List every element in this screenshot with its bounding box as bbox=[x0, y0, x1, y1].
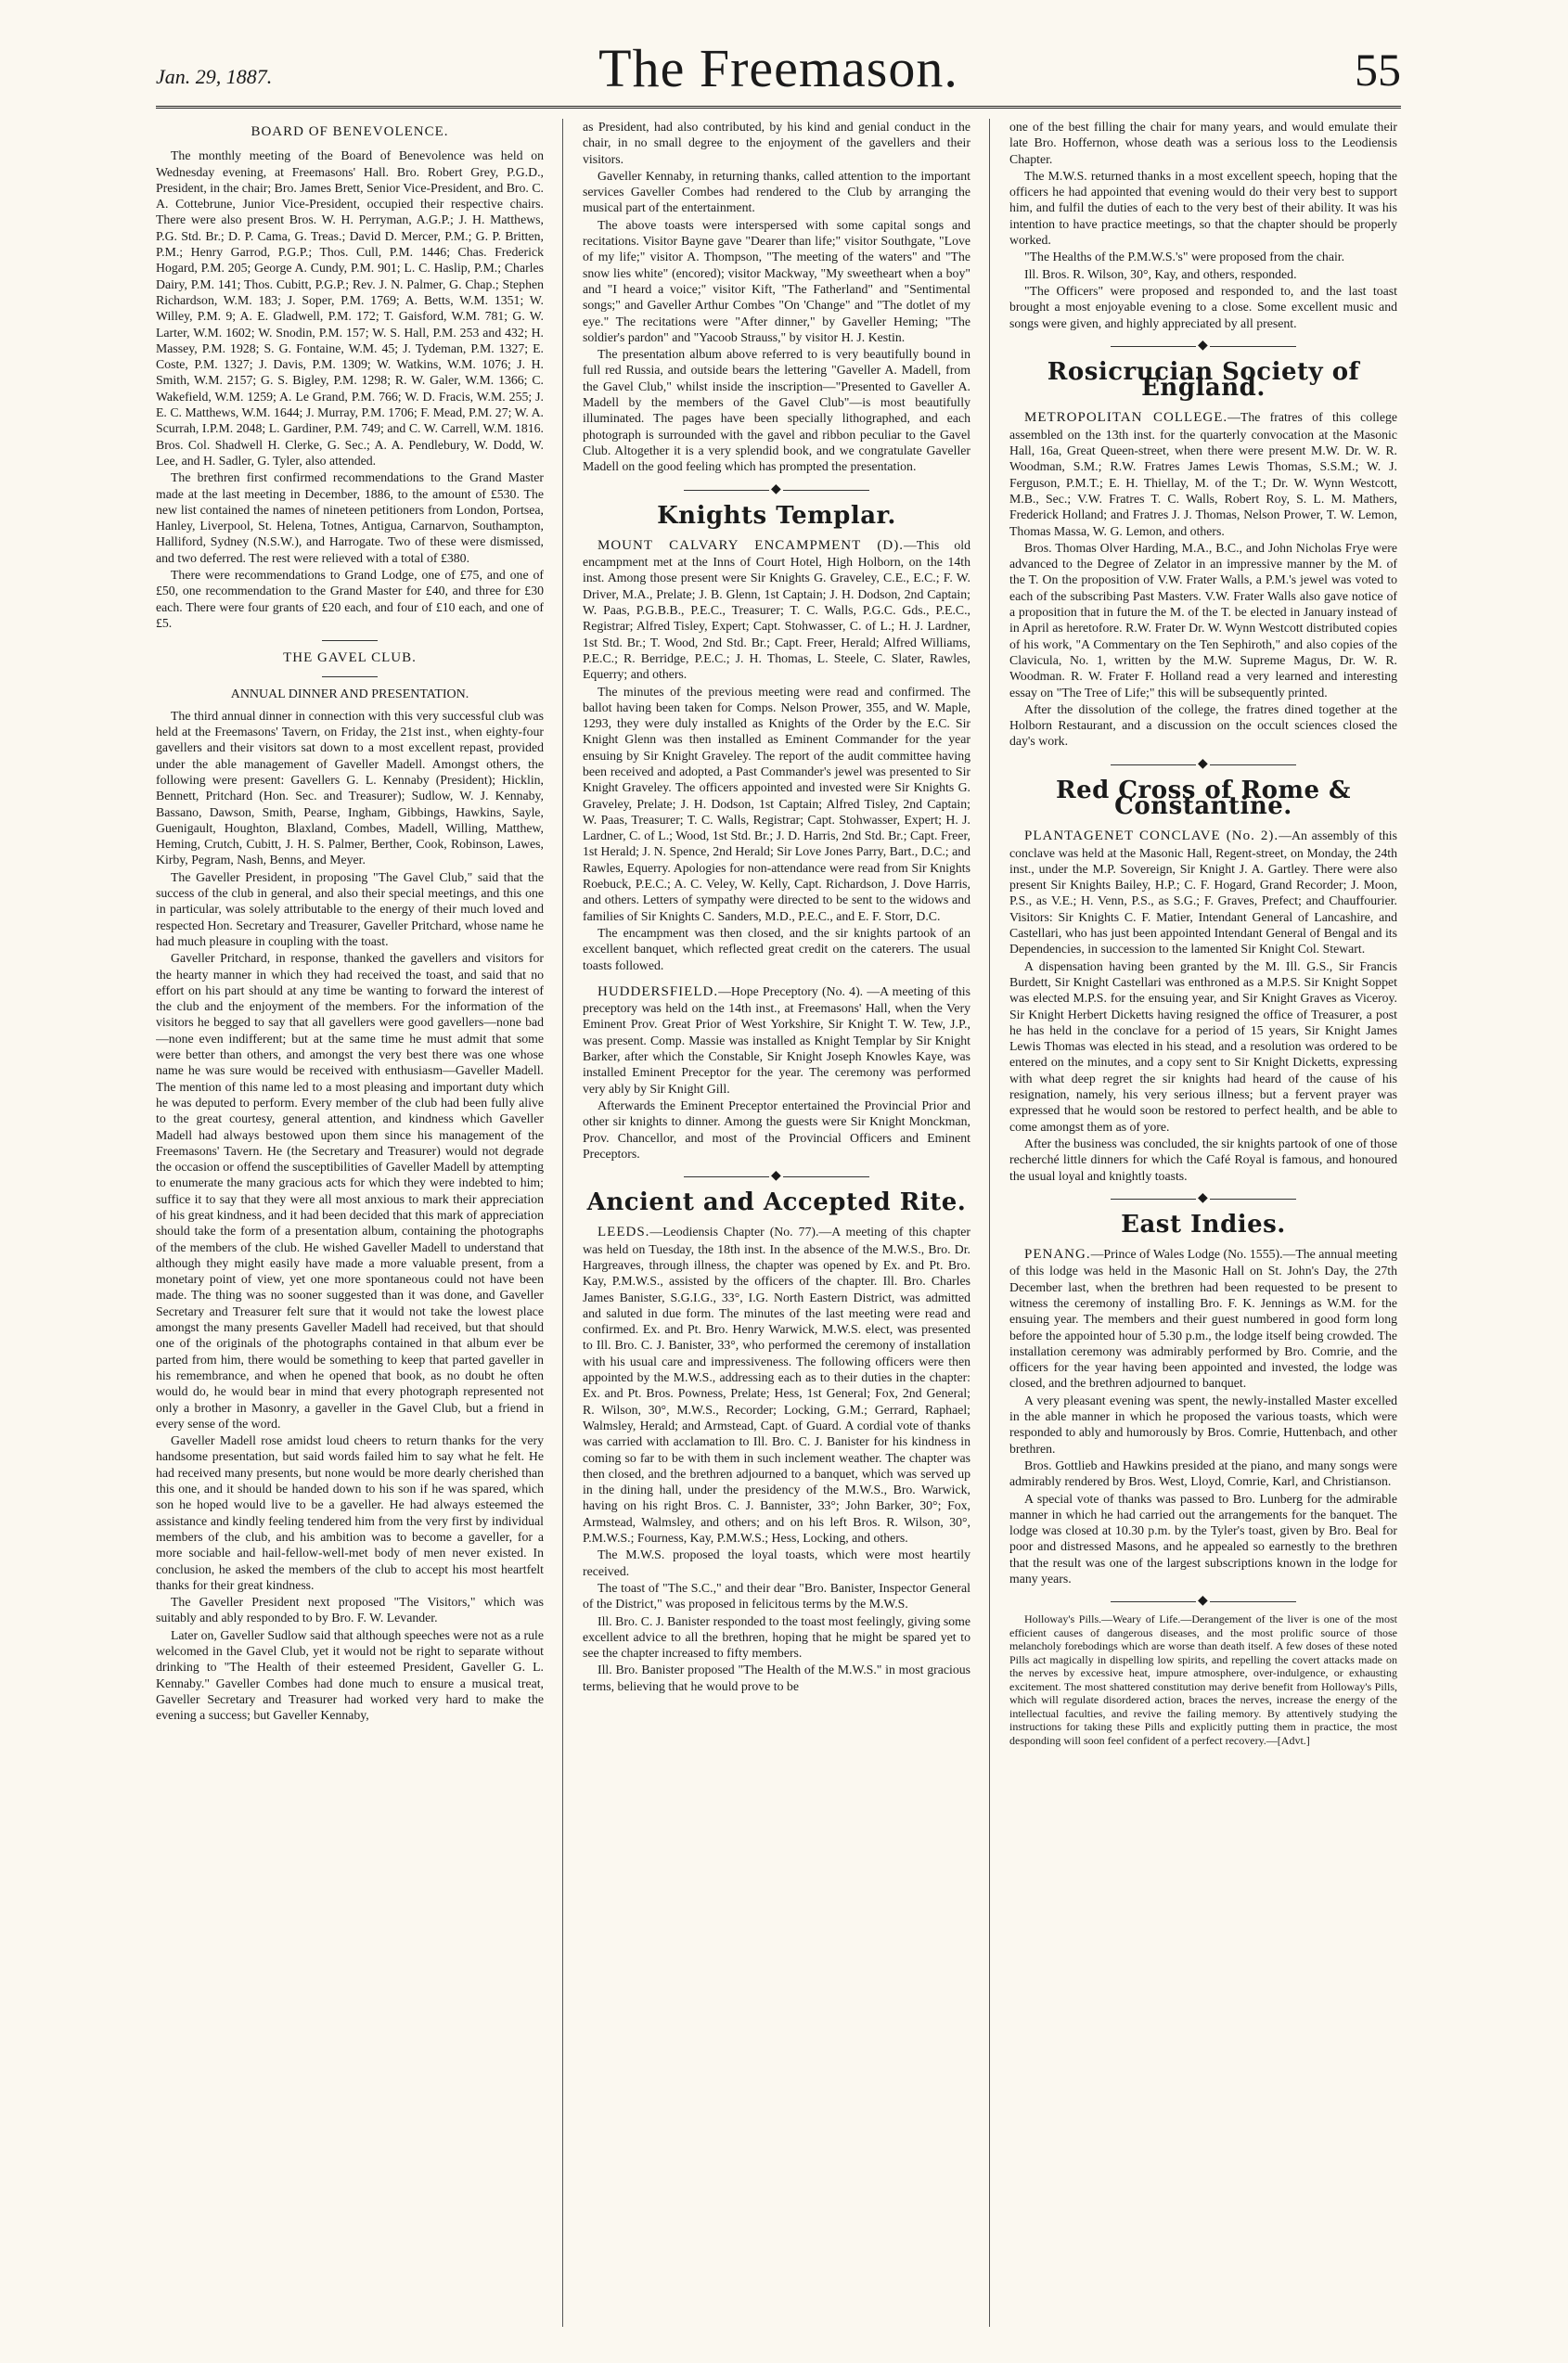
section-heading-east-indies: East Indies. bbox=[1121, 1210, 1286, 1239]
article-paragraph: The monthly meeting of the Board of Benevolence was held on Wednesday evening, at Freemasons' Hall. Bro. Robert Grey, P.G.D., President, in the chair; Bro. James Brett, Senior Vice-President, and Bro. C. A. Cottebrune, Junior Vice-President, occupied their respective chairs. There were also present Bros. W. H. Perryman, A.G.P.; J. H. Matthews, P.G. Std. Br.; D. P. Cama, G. Treas.; David D. Mercer, P.M.; G. P. Britten, P.M.; Henry Garrod, P.G.P.; Thos. Cull, P.M. 1446; Chas. Frederick Hogard, P.M. 205; George A. Cundy, P.M. 901; L. C. Haslip, P.M.; Charles Dairy, P.M. 141; Thos. Cubitt, P.G.P.; Rev. J. N. Palmer, G. Chap.; Stephen Richardson, W.M. 183; J. Soper, P.M. 1769; A. Betts, W.M. 1351; W. Willey, P.M. 9; A. E. Gladwell, P.M. 172; T. Gaisford, W.M. 781; G. W. Larter, W.M. 1602; W. Snodin, P.M. 157; W. S. Hall, P.M. 253 and 432; H. Massey, P.M. 1928; S. G. Fontaine, W.M. 45; J. Tydeman, P.M. 1327; E. Coste, P.M. 1327; J. Davis, P.M. 1309; W. Watkins, W.M. 1076; J. H. Smith, W.M. 2157; G. S. Bigley, P.M. 1298; R. W. Galer, W.M. 1366; C. Wakefield, W.M. 1259; A. Le Grand, P.M. 766; W. D. Fracis, W.M. 255; J. E. C. Matthews, W.M. 1644; J. Murray, P.M. 1706; F. Mead, P.M. 27; W. A. Scurrah, I.P.M. 2048; L. Gardiner, P.M. 749; and C. W. Carrell, W.M. 1816. Bros. Col. Shadwell H. Clerke, G. Sec.; A. A. Pendlebury, W. Dodd, W. Lee, and H. Sadler, G. Tyler, also attended. bbox=[156, 148, 544, 468]
article-paragraph: Gaveller Kennaby, in returning thanks, called attention to the important services Gaveller Combes had rendered to the Club by arranging the musical part of the entertainment. bbox=[583, 168, 970, 215]
ornament-rule bbox=[1111, 759, 1296, 770]
article-paragraph: After the dissolution of the college, the fratres dined together at the Holborn Restaurant, and a discussion on the occult sciences closed the day's work. bbox=[1009, 701, 1397, 749]
article-paragraph: The M.W.S. proposed the loyal toasts, which were most heartily received. bbox=[583, 1548, 970, 1578]
column-1 bbox=[156, 119, 544, 2327]
ornament-rule bbox=[684, 1171, 869, 1182]
article-paragraph: A dispensation having been granted by the M. Ill. G.S., Sir Francis Burdett, Sir Knight Castellari was enthroned as a M.P.S. Sir Knight Soppet was elected M.P.S. for the ensuing year, and Sir Knight Graves as Viceroy. Sir Knight Herbert Dicketts having resigned the office of Treasurer, a post he has held in the conclave for a period of 15 years, Sir Knight James Lewis Thomas was elected in his stead, and a resolution was ordered to be entered on the minutes, and a copy sent to Sir Knight Dicketts, expressing with what deep regret the sir knights had heard of the cause of his resignation, namely, his very serious illness; but a fervent prayer was expressed that he would soon be restored to perfect health, and be able to come amongst them as of yore. bbox=[1009, 958, 1397, 1134]
article-lead bbox=[583, 537, 970, 683]
section-heading-ancient-accepted-rite: Ancient and Accepted Rite. bbox=[586, 1188, 967, 1217]
ornament-rule bbox=[1111, 1193, 1296, 1204]
article-paragraph: The Gaveller President, in proposing "The Gavel Club," said that the success of the club in general, and also their special meetings, and this one in particular, was solely attributable to the energy of their much loved and respected Hon. Secretary and Treasurer, Gaveller Pritchard, whose name he had much pleasure in coupling with the toast. bbox=[156, 869, 544, 948]
section-subheading: ANNUAL DINNER AND PRESENTATION. bbox=[230, 687, 469, 701]
lead-text: —Prince of Wales Lodge (No. 1555).—The annual meeting of this lodge was held in the Masonic Hall on St. John's Day, the 27th December last, when the brethren had been requested to be present to witness the ceremony of installing Bro. F. K. Jennings as W.M. for the ensuing year. The members and their guest numbered in good form long before the appointed hour of 5.30 p.m., the lodge itself being crowded. The installation ceremony was admirably performed by Bro. Comrie, and the officers for the year having been appointed and invested, the lodge was closed, and the brethren adjourned to banquet. bbox=[1009, 1247, 1397, 1391]
article-paragraph: Ill. Bro. Banister proposed "The Health of the M.W.S." in most gracious terms, believing that he would prove to be bbox=[583, 1663, 970, 1693]
newspaper-title: The Freemason. bbox=[598, 38, 958, 98]
lead-caption: PENANG. bbox=[1024, 1247, 1091, 1263]
article-lead bbox=[583, 983, 970, 1097]
article-paragraph: The brethren first confirmed recommendations to the Grand Master made at the last meeting in December, 1886, to the amount of £530. The new list contained the names of nineteen petitioners from London, Portsea, Hanley, Liverpool, St. Helena, Totnes, Antigua, Carnarvon, Southampton, Halliford, Sydney (N.S.W.), and Harrogate. Two of these were dismissed, and two deferred. The rest were relieved with a total of £380. bbox=[156, 470, 544, 565]
article-paragraph: The encampment was then closed, and the sir knights partook of an excellent banquet, which reflected great credit on the caterers. The usual toasts followed. bbox=[583, 925, 970, 972]
lead-text: —Leodiensis Chapter (No. 77).—A meeting of this chapter was held on Tuesday, the 18th inst. In the absence of the M.W.S., Bro. Dr. Hargreaves, through illness, the chapter was opened by Ex. and Pt. Bro. Kay, P.M.W.S., assisted by the officers of the chapter. Ill. Bro. Charles James Banister, S.G.I.G., 33°, I.G. North Eastern District, was admitted and saluted in due form. The minutes of the last meeting were read and confirmed. Ex. and Pt. Bro. Henry Warwick, M.W.S. elect, was presented to Ill. Bro. C. J. Banister, 33°, who performed the ceremony of installation with his usual care and impressiveness. The following officers were then appointed by the M.W.S., addressing each as to their duties in the chapter: Ex. and Pt. Bros. Powness, Prelate; Hess, 1st General; Fox, 2nd General; R. Wilson, 30°, M.W.S., Recorder; Locking, G.M.; Gerrard, Raphael; Walmsley, Herald; and Armstead, Capt. of Guard. A cordial vote of thanks was carried with acclamation to Ill. Bro. C. J. Banister for his kindness in coming so far to be with them in such inclement weather. The chapter was then closed, and the brethren adjourned to a banquet, which was served up in the dining hall, under the presidency of the M.W.S., Bro. Warwick, having on his right Bros. C. J. Bannister, 33°; John Barker, 30°; Fox, Armstead, Walmsley, and others; and on his left Bros. R. Wilson, 30°, P.M.W.S.; Fourness, Kay, P.M.W.S.; Hess, Locking, and others. bbox=[583, 1225, 970, 1546]
column-divider bbox=[989, 119, 990, 2327]
article-lead bbox=[1009, 1246, 1397, 1392]
lead-caption: METROPOLITAN COLLEGE. bbox=[1024, 410, 1228, 426]
section-heading-benevolence: BOARD OF BENEVOLENCE. bbox=[251, 124, 449, 139]
lead-caption: LEEDS. bbox=[598, 1225, 650, 1240]
article-paragraph: The presentation album above referred to is very beautifully bound in full red Russia, and outside bears the lettering "Gaveller A. Madell, from the Gavel Club," whilst inside the inscription—"Presented to Gaveller A. Madell by the members of the Gavel Club"—is most beautifully illuminated. The pages have been specially lithographed, and each photograph is surrounded with the gavel and ribbon peculiar to the Gavel Club. Altogether it is a very splendid book, and we congratulate Gaveller Madell on the good feeling which has prompted the presentation. bbox=[583, 347, 970, 474]
article-paragraph: as President, had also contributed, by his kind and genial conduct in the chair, in no small degree to the enjoyment of the gavellers and their visitors. bbox=[583, 120, 970, 166]
short-rule bbox=[322, 640, 378, 641]
section-heading-red-cross: Red Cross of Rome & Constantine. bbox=[1055, 776, 1352, 820]
issue-date: Jan. 29, 1887. bbox=[156, 65, 273, 88]
column-2 bbox=[583, 119, 970, 2327]
ornament-rule bbox=[1111, 1596, 1296, 1607]
article-paragraph: A special vote of thanks was passed to Bro. Lunberg for the admirable manner in which he had carried out the arrangements for the banquet. The lodge was closed at 10.30 p.m. by the Tyler's toast, given by Bro. Beal for poor and distressed Masons, and he appealed so earnestly to the brethren that the result was one of the largest subscriptions known in the lodge for many years. bbox=[1009, 1491, 1397, 1586]
lead-text: —Hope Preceptory (No. 4). —A meeting of this preceptory was held on the 14th inst., at Freemasons' Hall, when the Very Eminent Prov. Great Prior of West Yorkshire, Sir Knight T. W. Tew, J.P., was present. Comp. Massie was installed as Knight Templar by Sir Knight Barker, after which the Constable, Sir Knight Joseph Knowles Kaye, was installed Eminent Preceptor for the year. The ceremony was performed very ably by Sir Knight Gill. bbox=[583, 983, 970, 1096]
section-heading-knights-templar: Knights Templar. bbox=[657, 501, 896, 530]
lead-caption: MOUNT CALVARY ENCAMPMENT (D). bbox=[598, 537, 904, 553]
lead-text: —An assembly of this conclave was held at the Masonic Hall, Regent-street, on Monday, the 24th inst., under the M.P. Sovereign, Sir Knight J. A. Gartley. There were also present Sir Knights Bailey, H.P.; C. F. Hogard, Grand Recorder; J. Moon, P.S., as V.E.; H. Venn, P.S., as S.G.; F. Graves, Prefect; and Chauffourier. Visitors: Sir Knights C. F. Matier, Intendant General of Lancashire, and Castellari, who has just been appointed Intendant General of Bengal and its Dependencies, in succession to the lamented Sir Knight Col. Stewart. bbox=[1009, 828, 1397, 957]
article-paragraph: Ill. Bros. R. Wilson, 30°, Kay, and others, responded. bbox=[1024, 266, 1297, 281]
article-paragraph: Bros. Gottlieb and Hawkins presided at the piano, and many songs were admirably rendered by Bros. West, Lloyd, Comrie, Karl, and Christianson. bbox=[1009, 1458, 1397, 1489]
lead-text: —The fratres of this college assembled on the 13th inst. for the quarterly convocation at the Masonic Hall, 16a, Great Queen-street, when there were present M.W. Dr. W. R. Woodman, S.M.; R.W. Fratres James Lewis Thomas, S.S.M.; W. J. Ferguson, P.M.T.; E. H. Thiellay, M. of the T.; Dr. W. Wynn Westcott, M.B., Sec.; V.W. Fratres T. C. Walls, Robert Roy, S. L. M. Mathers, Frederick Holland; and Fratres J. J. Thomas, Nelson Prower, T. W. Lemon, Thomas Massa, W. G. Lemon, and others. bbox=[1009, 410, 1397, 538]
article-paragraph: The third annual dinner in connection with this very successful club was held at the Freemasons' Tavern, on Friday, the 21st inst., when eighty-four gavellers and their visitors sat down to a most excellent repast, provided under the able management of Gaveller Madell. Amongst others, the following were present: Gavellers G. L. Kennaby (President); Hicklin, Bennett, Pritchard (Hon. Sec. and Treasurer); Sudlow, W. J. Kennaby, Bassano, Dawson, Smith, Pearse, Ingham, Gibbings, Hawkins, Sayle, Guenigault, Houghton, Blaxland, Combes, Madell, Willing, Matthew, Heming, Crutch, Cubitt, J. H. S. Palmer, Berther, Cook, Robinson, Lawes, Kirby, Pegram, Nash, Benns, and Meyer. bbox=[156, 708, 544, 867]
article-paragraph: A very pleasant evening was spent, the newly-installed Master excelled in the able manner in which he proposed the various toasts, which were responded to ably and humorously by Bros. Comrie, Huttenbach, and other brethren. bbox=[1009, 1393, 1397, 1456]
article-paragraph: Gaveller Madell rose amidst loud cheers to return thanks for the very handsome presentation, but said words failed him to say what he felt. He had received many presents, but none would be more dearly cherished than this one, and it should be handed down to his son if he was spared, which son he hoped would live to be a gaveller. He had always esteemed the assistance and kindly feeling tendered him from the very first by individual members of the club, and his ambition was to become a gaveller, for a more sociable and hail-fellow-well-met body of men never existed. In conclusion, he asked the members of the club to accept his most heartfelt thanks for their great kindness. bbox=[156, 1433, 544, 1592]
advertisement: Holloway's Pills.—Weary of Life.—Derangement of the liver is one of the most efficient causes of dangerous diseases, and the most prolific source of those melancholy forebodings which are worse than death itself. A few doses of these noted Pills act magically in dispelling low spirits, and repelling the covert attacks made on the nerves by excessive heat, impure atmosphere, over-indulgence, or exhausting excitement. The most shattered constitution may derive benefit from Holloway's Pills, which will regulate disordered action, braces the nerves, increase the energy of the intellectual faculties, and revive the failing memory. By attentively studying the instructions for taking these Pills and explicitly putting them in practice, the most desponding will soon feel confident of a perfect recovery.—[Advt.] bbox=[1009, 1612, 1397, 1747]
article-paragraph: The M.W.S. returned thanks in a most excellent speech, hoping that the officers he had appointed that evening would do their very best to support him, and fulfil the duties of each to the very best of their ability. It was his intention to have practice meetings, so that the chapter should be properly worked. bbox=[1009, 168, 1397, 248]
ornament-rule bbox=[684, 484, 869, 495]
lead-caption: HUDDERSFIELD. bbox=[598, 983, 719, 999]
article-paragraph: Later on, Gaveller Sudlow said that although speeches were not as a rule welcomed in the Gavel Club, yet it would not be right to separate without drinking to "The Health of their esteemed President, Gaveller G. L. Kennaby." Gaveller Combes had done much to ensure a musical treat, Gaveller Secretary and Treasurer had worked very hard to make the evening a success; but Gaveller Kennaby, bbox=[156, 1627, 544, 1723]
ornament-rule bbox=[1111, 340, 1296, 352]
article-lead bbox=[583, 1224, 970, 1546]
masthead bbox=[156, 37, 1401, 109]
article-paragraph: one of the best filling the chair for many years, and would emulate their late Bro. Hoffernon, whose death was a serious loss to the Leodiensis Chapter. bbox=[1009, 120, 1397, 166]
column-3 bbox=[1009, 119, 1397, 2327]
section-heading-rosicrucian: Rosicrucian Society of England. bbox=[1047, 357, 1360, 403]
article-paragraph: Afterwards the Eminent Preceptor entertained the Provincial Prior and other sir knights to dinner. Among the guests were Sir Knight Monckman, Prov. Chancellor, and most of the Provincial Officers and Eminent Preceptors. bbox=[583, 1098, 970, 1161]
article-paragraph: The Gaveller President next proposed "The Visitors," which was suitably and ably responded to by Bro. F. W. Levander. bbox=[156, 1595, 544, 1625]
article-paragraph: Ill. Bro. C. J. Banister responded to the toast most feelingly, giving some excellent advice to all the brethren, hoping that he might be spared yet to see the chapter increased to fifty members. bbox=[583, 1613, 970, 1661]
article-paragraph: There were recommendations to Grand Lodge, one of £75, and one of £50, one recommendation to the Grand Master for £40, and three for £30 each. There were four grants of £20 each, and four of £10 each, and one of £5. bbox=[156, 568, 544, 630]
page-number: 55 bbox=[1355, 44, 1401, 96]
column-divider bbox=[562, 119, 563, 2327]
article-paragraph: After the business was concluded, the sir knights partook of one of those recherché little dinners for which the Café Royal is famous, and honoured the usual loyal and knightly toasts. bbox=[1009, 1136, 1397, 1183]
lead-caption: PLANTAGENET CONCLAVE (No. 2). bbox=[1024, 828, 1279, 844]
section-heading-gavel-club: THE GAVEL CLUB. bbox=[283, 650, 417, 666]
lead-text: —This old encampment met at the Inns of Court Hotel, High Holborn, on the 14th inst. Among those present were Sir Knights G. Graveley, C.E., E.C.; F. W. Driver, M.A., Prelate; J. B. Glenn, 1st Captain; J. H. Dodson, 2nd Captain; W. Paas, P.G.B.B., P.E.C., Treasurer; T. C. Walls, P.G.C. Gds., P.E.C., Registrar; Alfred Tisley, Expert; Capt. Stohwasser, C. of L.; H. J. Lardner, 1st Std. Br.; T. Wood, 2nd Std. Br.; Capt. Freer, Herald; Alfred Williams, P.E.C.; R. Berridge, P.E.C.; J. H. Thomas, L. Steele, C. Slater, Rawles, Equerry; and others. bbox=[583, 537, 970, 682]
short-rule bbox=[322, 676, 378, 677]
article-paragraph: "The Officers" were proposed and responded to, and the last toast brought a most enjoyable evening to a close. Some excellent music and songs were given, and highly appreciated by all present. bbox=[1009, 283, 1397, 330]
article-paragraph: Bros. Thomas Olver Harding, M.A., B.C., and John Nicholas Frye were advanced to the Degree of Zelator in an impressive manner by the M. of the T. On the proposition of V.W. Frater Walls, a P.M.'s jewel was voted to each of the subscribing Past Masters. V.W. Frater Walls also gave notice of a proposition that in future the M. of the T. be elected in January instead of in April as heretofore. R.W. Frater Dr. W. Wynn Westcott distributed copies of his work, "A Commentary on the Ten Sephiroth," and also copies of the Clavicula, No. 1, written by the M.W. Supreme Magus, Dr. W. R. Woodman. R. W. Frater F. Holland read a very learned and interesting essay on "The Tree of Life;" this will be subsequently printed. bbox=[1009, 540, 1397, 700]
article-paragraph: The minutes of the previous meeting were read and confirmed. The ballot having been taken for Comps. Nelson Prower, 355, and W. Maple, 1293, they were duly installed as Knights of the Order by the E.C. Sir Knight Glenn was then installed as Eminent Commander for the year ensuing by Sir Knight Graveley. The report of the audit committee having been received and adopted, a Past Commander's jewel was presented to Sir Knight Graveley. The officers appointed and invested were Sir Knights G. Graveley, Prelate; J. H. Dodson, 1st Captain; Alfred Tisley, 2nd Captain; W. Paas, Treasurer; T. C. Walls, Registrar; Capt. Stohwasser, Expert; H. J. Lardner, C. of L.; Wood, 1st Std. Br.; J. D. Harris, 2nd Std. Br.; Capt. Freer, 1st Herald; J. N. Spence, 2nd Herald; Sir Love Jones Parry, Bart., D.C.; and Rawles, Equerry. Apologies for non-attendance were read from Sir Knights Roebuck, P.E.C.; A. C. Veley, W. Kelly, Capt. Richardson, J. Dove Harris, and others. Letters of sympathy were directed to be sent to the widows and families of Sir Knights C. Sanders, M.D., P.E.C., and E. F. Storr, D.C. bbox=[583, 684, 970, 923]
article-lead bbox=[1009, 409, 1397, 538]
article-paragraph: Gaveller Pritchard, in response, thanked the gavellers and visitors for the hearty manner in which they had received the toast, and said that no effort on his part should at any time be wanting to forward the interest of the club and the enjoyment of the members. For the information of the visitors he begged to say that all gavellers were good gavellers—none bad—none even indifferent; but at the same time he must admit that some were better than others, and amongst the very best there was one whose name he was sure would be received with enthusiasm—Gaveller Madell. The mention of this name led to a most pleasing and important duty which he was deputed to perform. Every member of the club had been fully alive to the great courtesy, general attention, and kindness which Gaveller Madell had always bestowed upon them since his management of the Freemasons' Tavern. He (the Secretary and Treasurer) would not degrade the occasion or offend the susceptibilities of Gaveller Madell by attempting to enumerate the many gracious acts for which they were indebted to him; suffice it to say that they were all most anxious to mark their appreciation of his great kindness, and it had been decided that this mark of appreciation should take the form of a presentation album, containing the photographs of the members of the club. He wished Gaveller Madell to understand that although they might easily have made a more valuable present, from a monetary point of view, yet one more spontaneous could not have been made. The thing was no sooner suggested than it was done, and Gaveller Secretary and Treasurer felt sure that it would not take the lowest place amongst the many presents Gaveller Madell had received, but that should one of the originals of the photographs contained in that album ever be parted from him, there would be something to keep that parted gaveller in his remembrance, and when he opened that book, as no doubt he often would do, he would bear in mind that every photograph represented not only a brother in Masonry, a gaveller in the Gavel Club, but a friend in every sense of the word. bbox=[156, 951, 544, 1431]
article-paragraph: The above toasts were interspersed with some capital songs and recitations. Visitor Bayne gave "Dearer than life;" visitor Southgate, "Love of my life;" visitor A. Thompson, "The meeting of the waters" and "The snow lies white" (encored); visitor Mackway, "My sweetheart when a boy" and "I heard a voice;" visitor Kift, "The Fatherland" and "Sentimental songs;" and Gaveller Arthur Combes "On 'Change" and "The dotlet of my eye." The recitations were "After dinner," by Gaveller Heming; "The soldier's pardon" and "Yacoob Strauss," by visitor H. J. Kestin. bbox=[583, 217, 970, 344]
article-paragraph: The toast of "The S.C.," and their dear "Bro. Banister, Inspector General of the District," was proposed in felicitous terms by the M.W.S. bbox=[583, 1580, 970, 1612]
article-paragraph: "The Healths of the P.M.W.S.'s" were proposed from the chair. bbox=[1024, 250, 1345, 264]
article-lead bbox=[1009, 828, 1397, 957]
